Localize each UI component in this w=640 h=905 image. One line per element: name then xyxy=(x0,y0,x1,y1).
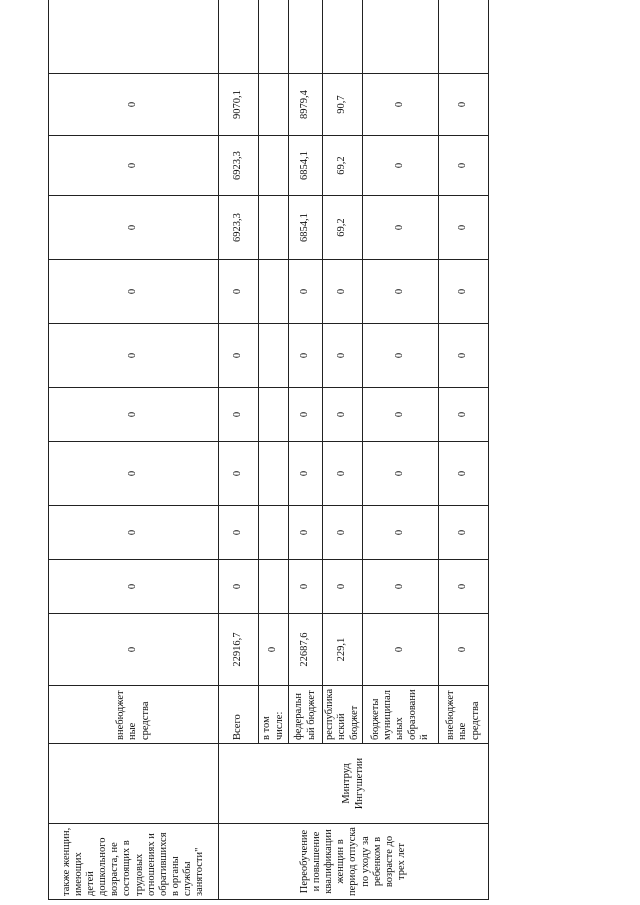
value-cell: 0 xyxy=(289,324,323,388)
value-cell: 0 xyxy=(49,196,219,260)
value-cell: 8979,4 xyxy=(289,74,323,136)
value-cell: 0 xyxy=(219,442,259,506)
value-cell: 0 xyxy=(439,324,489,388)
empty-cell xyxy=(259,0,289,74)
funding-source-cell: бюджеты муниципал ьных образовани й xyxy=(363,686,439,744)
responsible-cell xyxy=(49,744,219,824)
value-cell: 0 xyxy=(219,560,259,614)
value-cell: 0 xyxy=(439,442,489,506)
value-cell: 0 xyxy=(219,324,259,388)
value-cell: 0 xyxy=(49,442,219,506)
funding-source-cell: республика нский бюджет xyxy=(323,686,363,744)
empty-cell xyxy=(439,0,489,74)
value-cell: 6923,3 xyxy=(219,136,259,196)
value-cell: 0 xyxy=(219,260,259,324)
value-cell: 0 xyxy=(439,136,489,196)
table-row xyxy=(219,0,259,900)
value-cell: 0 xyxy=(363,442,439,506)
value-cell: 0 xyxy=(363,136,439,196)
value-cell: 0 xyxy=(439,388,489,442)
value-cell: 6854,1 xyxy=(289,196,323,260)
value-cell xyxy=(259,506,289,560)
value-cell: 0 xyxy=(439,506,489,560)
empty-cell xyxy=(363,0,439,74)
value-cell: 0 xyxy=(49,560,219,614)
value-cell: 0 xyxy=(49,74,219,136)
value-cell: 0 xyxy=(49,388,219,442)
value-cell xyxy=(259,560,289,614)
value-cell: 0 xyxy=(49,506,219,560)
funding-source-cell: федеральн ый бюджет xyxy=(289,686,323,744)
funding-source-cell: внебюджет ные средства xyxy=(439,686,489,744)
value-cell xyxy=(259,260,289,324)
value-cell: 0 xyxy=(363,388,439,442)
value-cell: 0 xyxy=(289,442,323,506)
funding-source-cell: внебюджет ные средства xyxy=(49,686,219,744)
value-cell: 0 xyxy=(49,260,219,324)
value-cell: 90,7 xyxy=(323,74,363,136)
value-cell: 0 xyxy=(289,260,323,324)
value-cell: 0 xyxy=(439,614,489,686)
value-cell: 0 xyxy=(49,324,219,388)
value-cell: 0 xyxy=(363,196,439,260)
empty-cell xyxy=(289,0,323,74)
value-cell: 0 xyxy=(219,388,259,442)
value-cell xyxy=(259,74,289,136)
value-cell: 0 xyxy=(289,506,323,560)
value-cell: 0 xyxy=(439,560,489,614)
value-cell: 69,2 xyxy=(323,196,363,260)
value-cell xyxy=(259,388,289,442)
value-cell: 0 xyxy=(323,506,363,560)
value-cell: 0 xyxy=(363,324,439,388)
value-cell: 0 xyxy=(289,560,323,614)
value-cell: 69,2 xyxy=(323,136,363,196)
value-cell: 0 xyxy=(49,136,219,196)
value-cell: 22687,6 xyxy=(289,614,323,686)
value-cell: 0 xyxy=(219,506,259,560)
value-cell: 0 xyxy=(363,560,439,614)
value-cell: 0 xyxy=(439,260,489,324)
value-cell: 0 xyxy=(439,74,489,136)
value-cell: 0 xyxy=(289,388,323,442)
value-cell: 0 xyxy=(323,388,363,442)
responsible-cell: Минтруд Ингушетии xyxy=(219,744,489,824)
rotated-table-wrapper xyxy=(48,30,488,900)
value-cell: 229,1 xyxy=(323,614,363,686)
funding-table xyxy=(48,0,489,900)
value-cell: 0 xyxy=(323,324,363,388)
empty-cell xyxy=(219,0,259,74)
value-cell: 0 xyxy=(323,560,363,614)
value-cell: 0 xyxy=(323,260,363,324)
event-name-cell: Переобучение и повышение квалификации женщин в период отпуска по уходу за ребенком в возрасте до трех лет xyxy=(219,824,489,900)
empty-cell xyxy=(49,0,219,74)
value-cell: 0 xyxy=(363,506,439,560)
funding-source-cell: Всего xyxy=(219,686,259,744)
table-row xyxy=(49,0,219,900)
value-cell: 0 xyxy=(363,260,439,324)
value-cell xyxy=(259,196,289,260)
value-cell: 0 xyxy=(363,614,439,686)
value-cell: 6854,1 xyxy=(289,136,323,196)
value-cell: 0 xyxy=(49,614,219,686)
event-name-cell: также женщин, имеющих детей дошкольного возраста, не состоящих в трудовых отношениях и обратившихся в органы службы занятости" xyxy=(49,824,219,900)
value-cell xyxy=(259,442,289,506)
value-cell: 9070,1 xyxy=(219,74,259,136)
value-cell: 22916,7 xyxy=(219,614,259,686)
value-cell xyxy=(259,324,289,388)
value-cell: 0 xyxy=(259,614,289,686)
value-cell: 6923,3 xyxy=(219,196,259,260)
empty-cell xyxy=(323,0,363,74)
funding-source-cell: в том числе: xyxy=(259,686,289,744)
value-cell xyxy=(259,136,289,196)
value-cell: 0 xyxy=(439,196,489,260)
value-cell: 0 xyxy=(323,442,363,506)
value-cell: 0 xyxy=(363,74,439,136)
